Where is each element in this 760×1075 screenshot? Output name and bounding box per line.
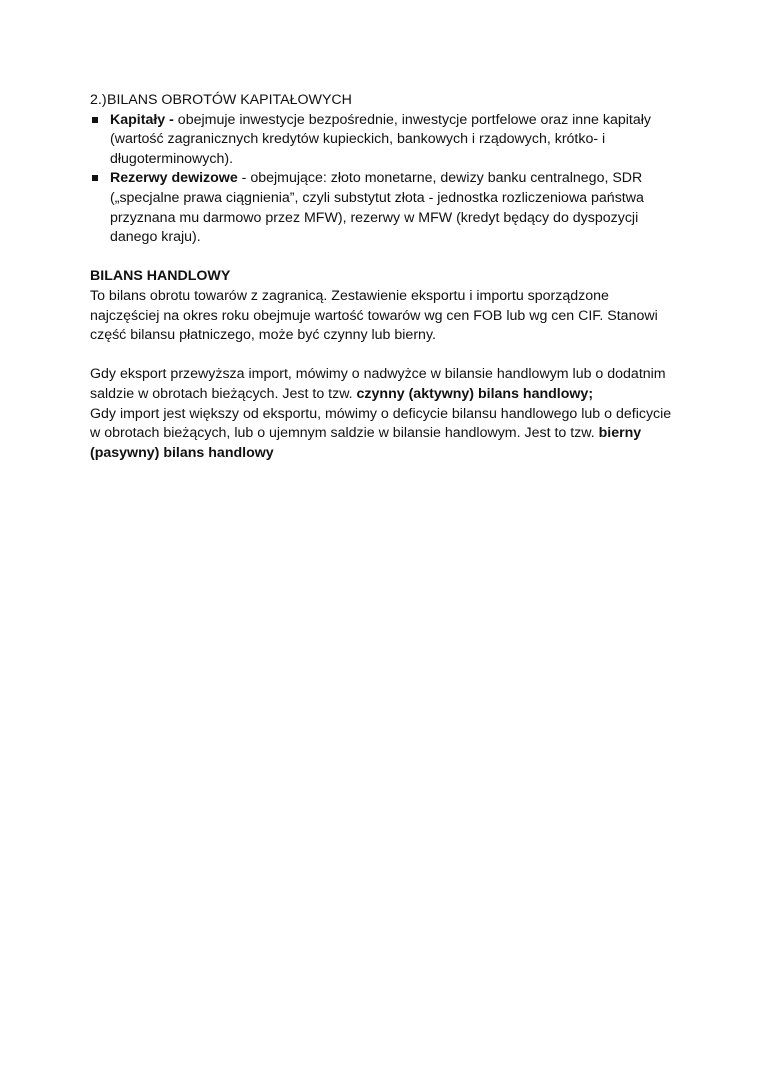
spacer [90,248,680,268]
item-term: Kapitały - [110,111,174,128]
square-bullet-icon [92,175,98,181]
surplus-term: czynny (aktywny) bilans handlowy; [356,385,594,402]
deficit-term: bierny (pasywny) bilans handlowy [90,425,642,461]
item-text: - obejmujące: złoto monetarne, dewizy banku centralnego, SDR („specjalne prawa ciągnienia”, czyli substytut złota - jednostka rozliczeniowa państwa przyznana mu darmowo przez MFW), rezerwy w MFW (kredyt będący do dyspozycji danego kraju). [110,170,644,246]
trade-surplus-paragraph [90,365,680,404]
list-item-rezerwy [90,169,680,247]
capital-section-heading [90,91,680,111]
trade-deficit-paragraph [90,405,680,464]
surplus-text: Gdy eksport przewyższa import, mówimy o nadwyżce w bilansie handlowym lub o dodatnim saldzie w obrotach bieżących. Jest to tzw. [90,366,666,402]
trade-definition-paragraph: To bilans obrotu towarów z zagranicą. Zestawienie eksportu i importu sporządzone najczęściej na okres roku obejmuje wartość towarów wg cen FOB lub wg cen CIF. Stanowi część bilansu płatniczego, może być czynny lub bierny. [90,287,658,344]
list-item-kapitaly [90,111,680,170]
item-term: Rezerwy dewizowe [110,170,238,187]
square-bullet-icon [92,117,98,123]
document-content [90,91,680,463]
item-text: obejmuje inwestycje bezpośrednie, inwestycje portfelowe oraz inne kapitały (wartość zagranicznych kredytów kupieckich, bankowych i rządowych, krótko- i długoterminowych). [110,111,651,167]
capital-items-list [90,111,680,248]
trade-section-heading: BILANS HANDLOWY [90,268,231,285]
section-number: 2.) [90,92,107,108]
spacer [90,346,680,366]
section-title: BILANS OBROTÓW KAPITAŁOWYCH [107,92,352,108]
deficit-text: Gdy import jest większy od eksportu, mówimy o deficycie bilansu handlowego lub o deficycie w obrotach bieżących, lub o ujemnym saldzie w bilansie handlowym. Jest to tzw. [90,405,672,442]
